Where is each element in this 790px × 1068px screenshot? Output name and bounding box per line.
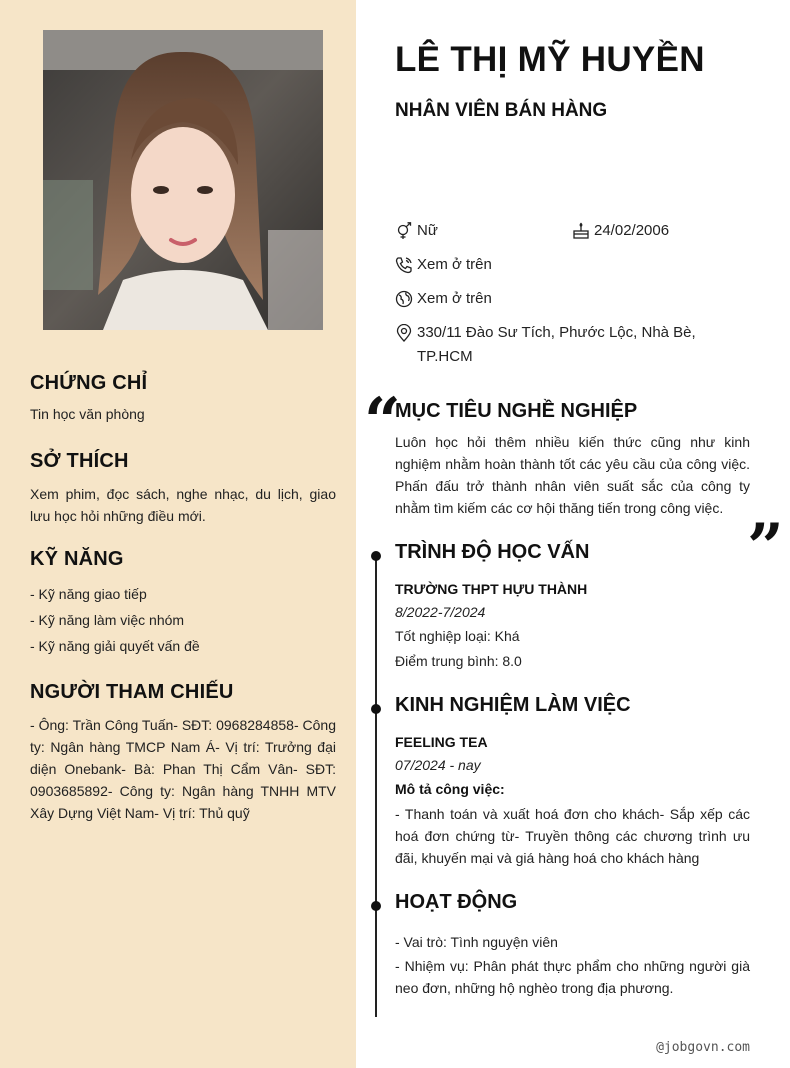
globe-icon xyxy=(395,290,413,308)
education-line: Điểm trung bình: 8.0 xyxy=(395,653,522,669)
gender-value: Nữ xyxy=(417,222,438,239)
timeline-line xyxy=(375,555,377,1017)
profile-photo xyxy=(43,30,323,330)
hobbies-text: Xem phim, đọc sách, nghe nhạc, du lịch, giao lưu học hỏi những điều mới. xyxy=(30,486,336,524)
activities-title: HOẠT ĐỘNG xyxy=(395,891,518,913)
location-icon xyxy=(395,324,413,342)
hobbies-title: SỞ THÍCH xyxy=(30,450,129,472)
gender-icon xyxy=(395,222,413,240)
skills-section xyxy=(30,548,336,659)
cake-icon xyxy=(572,222,590,240)
objective-text: Luôn học hỏi thêm nhiều kiến thức cũng như kinh nghiệm nhằm hoàn thành tốt các yêu cầu của công việc. Phấn đấu trở thành nhân viên suất sắc của công ty nhằm tìm kiếm các cơ hội thăng tiến trong công việc. xyxy=(395,434,750,516)
references-title: NGƯỜI THAM CHIẾU xyxy=(30,681,234,703)
phone-info xyxy=(395,253,725,277)
references-section xyxy=(30,681,336,824)
watermark: @jobgovn.com xyxy=(656,1040,750,1055)
activity-task: - Nhiệm vụ: Phân phát thực phẩm cho những người già neo đơn, những hộ nghèo trong địa phương. xyxy=(395,958,750,996)
certificates-title: CHỨNG CHỈ xyxy=(30,372,148,394)
timeline-dot xyxy=(371,901,381,911)
certificates-section xyxy=(30,372,336,425)
activities-block xyxy=(395,930,750,999)
objective-title: MỤC TIÊU NGHỀ NGHIỆP xyxy=(395,400,638,422)
phone-icon xyxy=(395,256,413,274)
phone-value: Xem ở trên xyxy=(417,256,492,273)
job-title: NHÂN VIÊN BÁN HÀNG xyxy=(395,100,608,121)
company-name: FEELING TEA xyxy=(395,734,488,750)
website-info xyxy=(395,287,725,311)
education-period: 8/2022-7/2024 xyxy=(395,604,486,620)
certificates-text: Tin học văn phòng xyxy=(30,406,145,422)
timeline-dot xyxy=(371,704,381,714)
quote-close-icon: ” xyxy=(747,510,784,585)
gender-info xyxy=(395,219,565,243)
timeline-dot xyxy=(371,551,381,561)
skill-item: - Kỹ năng giao tiếp xyxy=(30,586,147,602)
education-line: Tốt nghiệp loại: Khá xyxy=(395,628,520,644)
birthday-value: 24/02/2006 xyxy=(594,222,670,239)
quote-open-icon: “ xyxy=(364,384,401,459)
sidebar xyxy=(0,0,356,1068)
education-block xyxy=(395,578,750,674)
experience-period: 07/2024 - nay xyxy=(395,757,481,773)
skills-title: KỸ NĂNG xyxy=(30,548,124,570)
experience-block xyxy=(395,731,750,869)
main-content xyxy=(356,0,790,1068)
references-text: - Ông: Trần Công Tuấn- SĐT: 0968284858- Công ty: Ngân hàng TMCP Nam Á- Vị trí: Trưởng đại diện Onebank- Bà: Phan Thị Cẩm Vân- SĐT: 0903685892- Công ty: Ngân hàng TNHH MTV Xây Dựng Việt Nam- Vị trí: Thủ quỹ xyxy=(30,717,336,821)
school-name: TRƯỜNG THPT HỰU THÀNH xyxy=(395,581,588,597)
birthday-info xyxy=(572,219,742,243)
experience-title: KINH NGHIỆM LÀM VIỆC xyxy=(395,694,631,716)
job-description-label: Mô tả công việc: xyxy=(395,781,505,797)
objective-block xyxy=(395,431,750,519)
education-title: TRÌNH ĐỘ HỌC VẤN xyxy=(395,541,590,563)
hobbies-section xyxy=(30,450,336,527)
address-value: 330/11 Đào Sư Tích, Phước Lộc, Nhà Bè, TP.HCM xyxy=(417,324,696,365)
skill-item: - Kỹ năng làm việc nhóm xyxy=(30,612,185,628)
candidate-name: LÊ THỊ MỸ HUYỀN xyxy=(395,40,705,79)
address-info xyxy=(395,321,725,369)
skill-item: - Kỹ năng giải quyết vấn đề xyxy=(30,638,200,654)
activity-role: - Vai trò: Tình nguyện viên xyxy=(395,934,558,950)
website-value: Xem ở trên xyxy=(417,290,492,307)
job-description: - Thanh toán và xuất hoá đơn cho khách- Sắp xếp các hoá đơn chứng từ- Truyền thông các chương trình ưu đãi, khuyến mại và giá hàng hoá cho khách hàng xyxy=(395,806,750,866)
